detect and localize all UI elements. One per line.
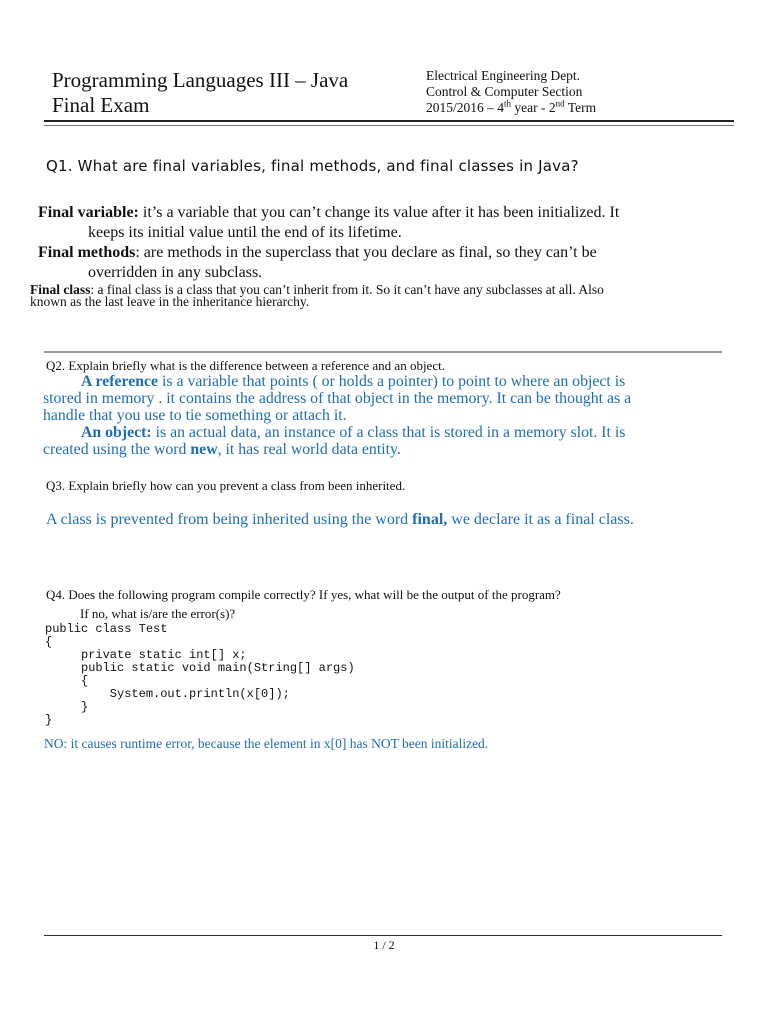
header-dept [426,68,596,116]
course-title: Programming Languages III – Java [52,68,349,92]
final-variable-label: Final variable: [38,204,139,221]
q3-answer: A class is prevented from being inherited using the word final, we declare it as a final class. [46,511,634,528]
object-label: An object: [81,424,152,441]
final-methods-def-2: overridden in any subclass. [88,264,263,281]
code-line: private static int[] x; [45,648,247,662]
section-divider [44,351,722,353]
final-methods-def: Final methods: are methods in the superclass that you declare as final, so they can’t be [38,244,597,261]
header-course [52,68,348,118]
code-block [45,623,355,727]
q4-question-2: If no, what is/are the error(s)? [80,606,236,621]
code-line: System.out.println(x[0]); [45,687,290,701]
code-line: } [45,713,53,727]
footer-rule [44,935,722,936]
code-line: public class Test [45,622,168,636]
term-line: 2015/2016 – 4th year - 2nd Term [426,98,597,115]
final-variable-def-2: keeps its initial value until the end of its lifetime. [88,224,402,241]
q2-question: Q2. Explain briefly what is the difference between a reference and an object. [46,358,445,373]
dept-name: Electrical Engineering Dept. [426,68,581,83]
page-number: 1 / 2 [373,938,395,952]
q1-question: Q1. What are final variables, final methods, and final classes in Java? [46,157,579,175]
final-class-label: Final class [30,282,91,297]
final-variable-def: Final variable: it’s a variable that you can’t change its value after it has been initialized. It [38,204,620,221]
final-methods-label: Final methods [38,244,136,261]
reference-label: A reference [81,373,159,390]
q3-question: Q3. Explain briefly how can you prevent a class from been inherited. [46,478,406,493]
final-class-def: Final class: a final class is a class that you can’t inherit from it. So it can’t have any subclasses at all. Also known as the last leave in the inheritance hierarchy. [30,282,604,309]
code-line: } [45,700,89,714]
q4-question: Q4. Does the following program compile correctly? If yes, what will be the output of the program? [46,587,561,602]
code-line: public static void main(String[] args) [45,661,355,675]
header-rule [44,120,734,122]
exam-title: Final Exam [52,93,150,117]
code-line: { [45,674,89,688]
q2-answer: A reference is a variable that points ( or holds a pointer) to point to where an object is stored in memory . it contains the address of that object in the memory. It can be thought as a handle that you use to tie something or attach it. An object: is an actual data, an instance of a class that is stored in a memory slot. It is created using the word new, it has real world data entity. [43,373,632,458]
q4-answer: NO: it causes runtime error, because the element in x[0] has NOT been initialized. [44,736,489,751]
header-rule-thin [44,125,734,126]
code-line: { [45,635,53,649]
section-name: Control & Computer Section [426,84,583,99]
